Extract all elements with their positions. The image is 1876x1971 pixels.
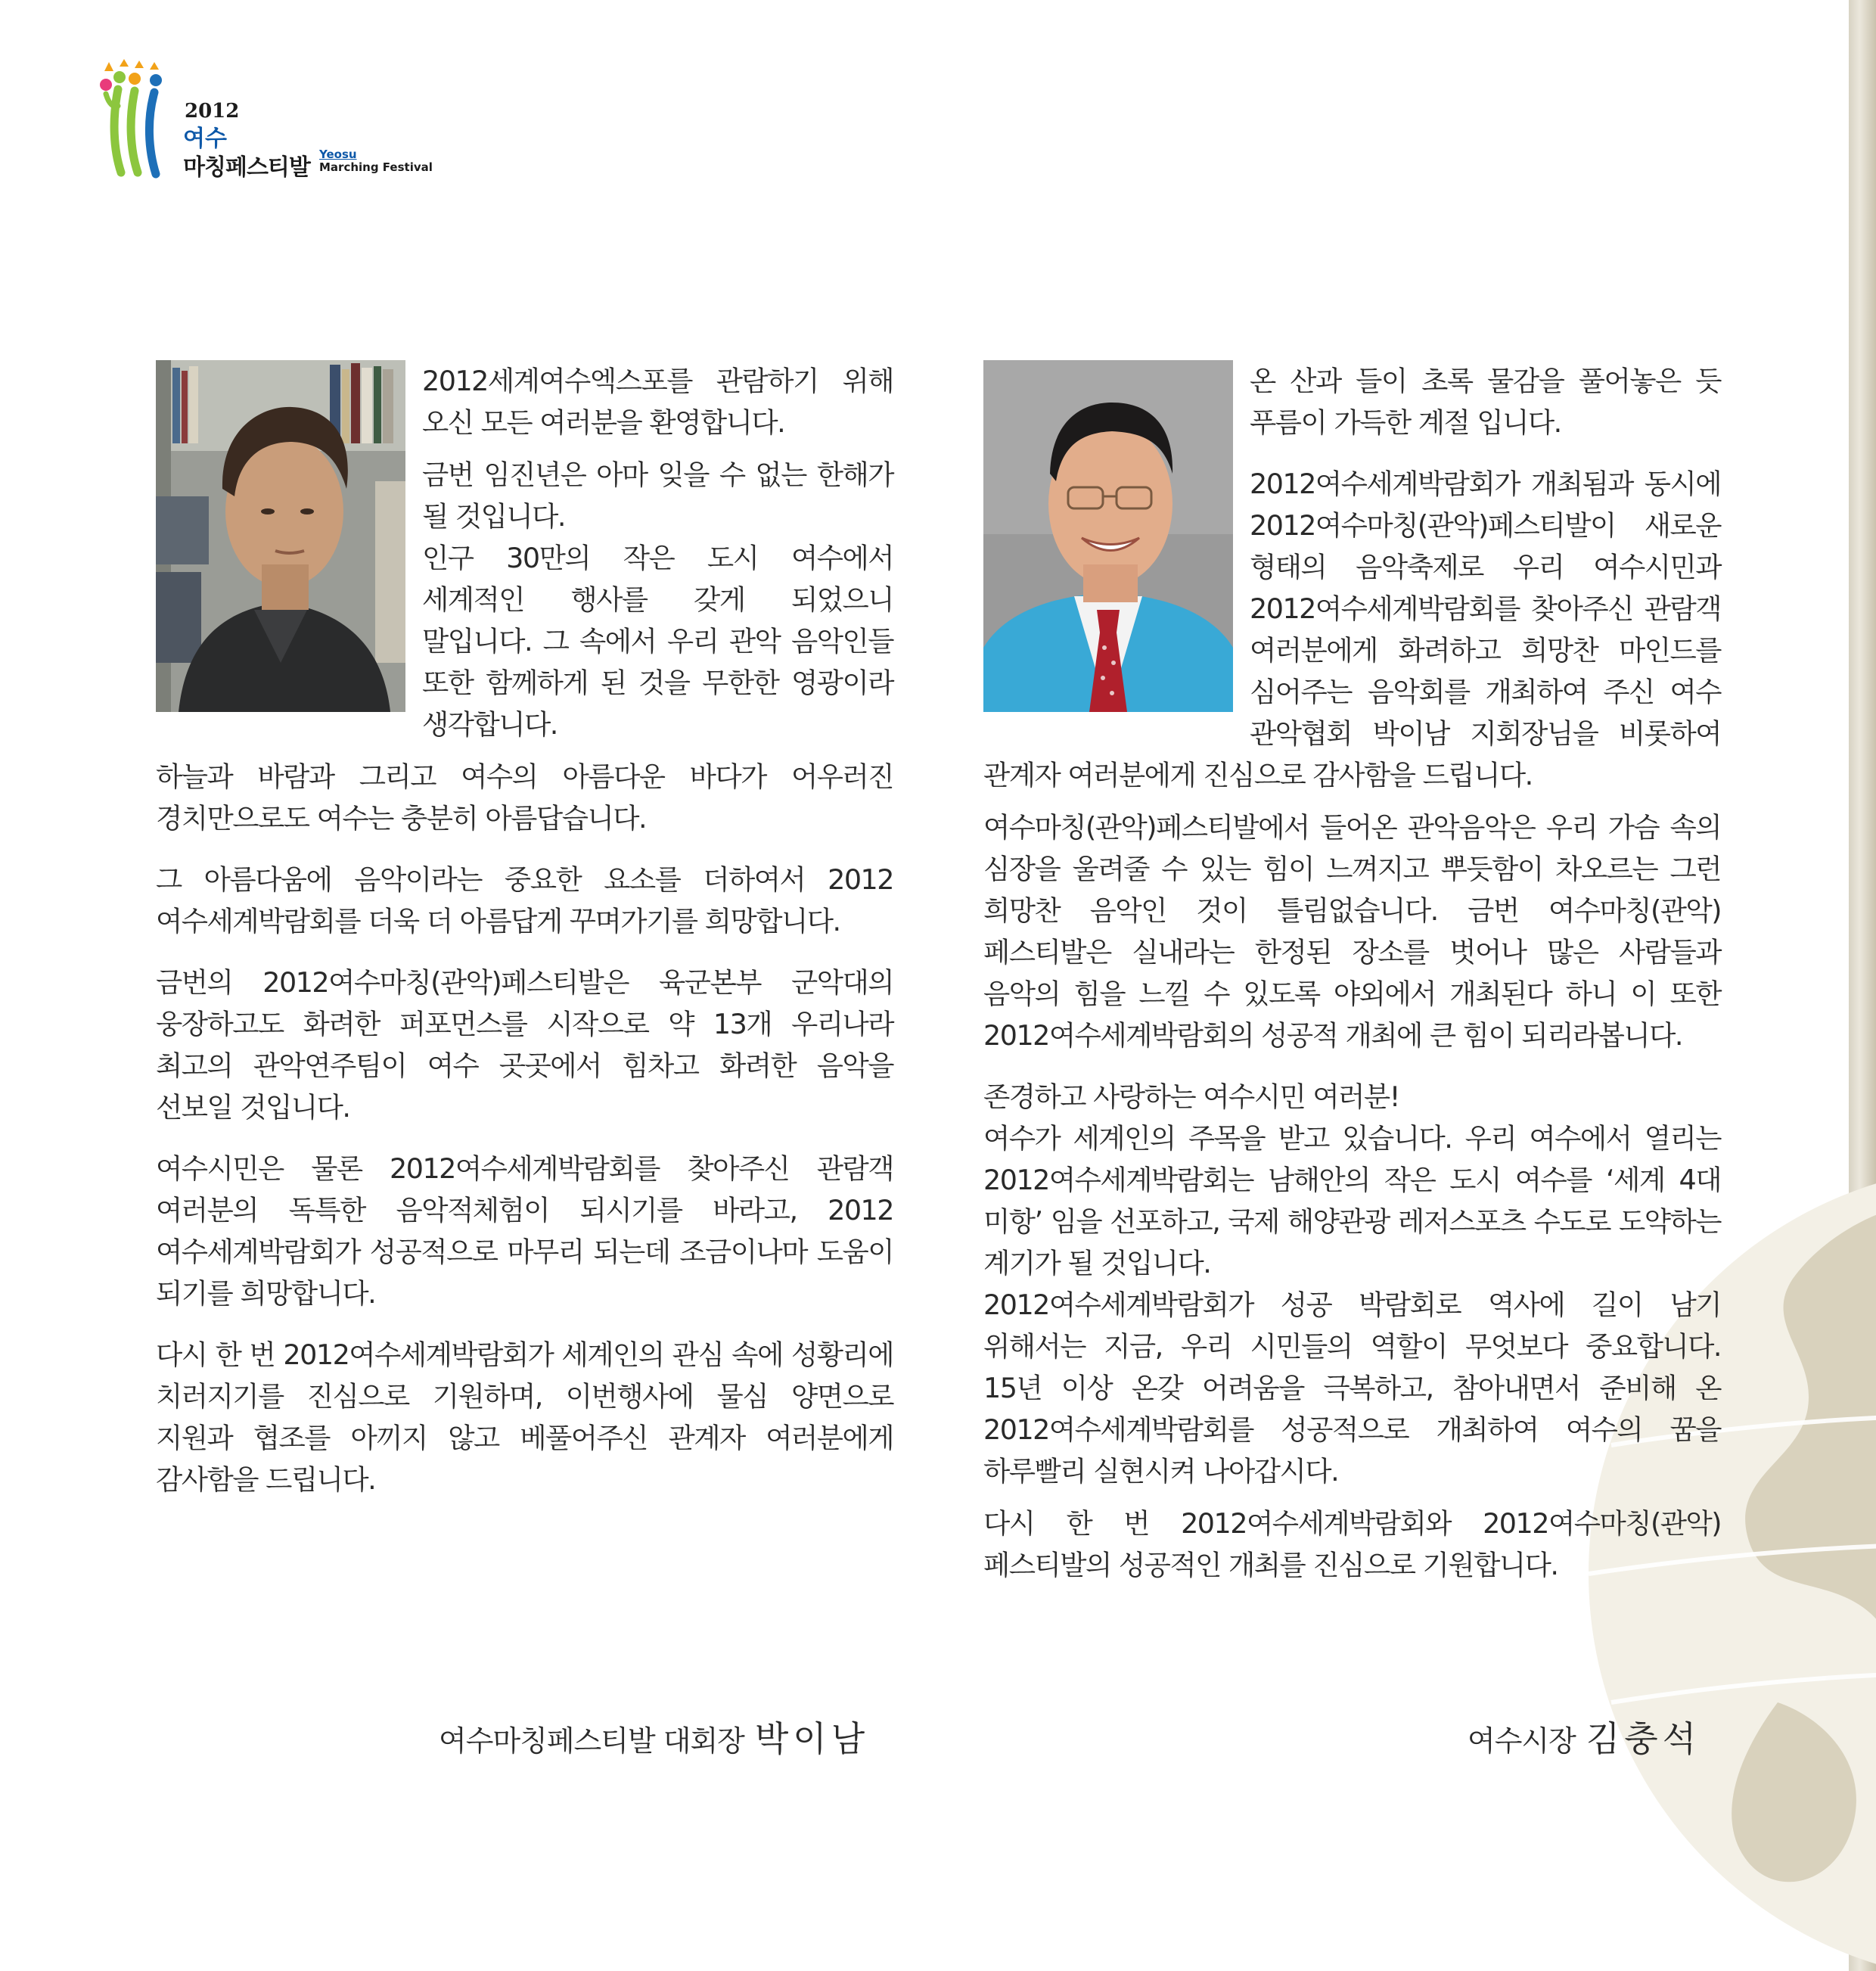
right-column xyxy=(983,360,1721,1596)
left-paragraph-4: 하늘과 바람과 그리고 여수의 아름다운 바다가 어우러진 경치만으로도 여수는 충분히 아름답습니다. xyxy=(156,760,893,835)
logo-en-bottom: Marching Festival xyxy=(319,160,433,174)
portrait-park xyxy=(156,360,405,712)
signature-right xyxy=(1468,1711,1701,1761)
signature-right-name: 김충석 xyxy=(1586,1718,1701,1759)
logo-english xyxy=(319,148,433,174)
right-paragraph-3: 여수마칭(관악)페스티발에서 들어온 관악음악은 우리 가슴 속의 심장을 울려줄 수 있는 힘이 느껴지고 뿌듯함이 차오르는 그런 희망찬 음악인 것이 틀림없습니다. 금번 여수마칭(관악)페스티발은 실내라는 한정된 장소를 벗어나 많은 사람들과 음악의 힘을 느낄 수 있도록 야외에서 개최된다 하니 이 또한 2012여수세계박람회의 성공적 개최에 큰 힘이 되리라봅니다. xyxy=(983,811,1721,1052)
left-column xyxy=(156,360,893,1511)
left-paragraph-3: 인구 30만의 작은 도시 여수에서 세계적인 행사를 갖게 되었으니 말입니다. 그 속에서 우리 관악 음악인들 또한 함께하게 된 것을 무한한 영광이라 생각합니다. xyxy=(422,542,893,741)
festival-logo xyxy=(91,59,454,180)
signature-left-title: 여수마칭페스티발 대회장 xyxy=(439,1724,744,1758)
right-paragraph-7: 다시 한 번 2012여수세계박람회와 2012여수마칭(관악)페스티발의 성공적인 개최를 진심으로 기원합니다. xyxy=(983,1507,1721,1581)
logo-city: 여수 xyxy=(183,126,227,152)
left-paragraph-6: 금번의 2012여수마칭(관악)페스티발은 육군본부 군악대의 웅장하고도 화려한 퍼포먼스를 시작으로 약 13개 우리나라 최고의 관악연주팀이 여수 곳곳에서 힘차고 화려한 음악을 선보일 것입니다. xyxy=(156,966,893,1124)
left-paragraph-1: 2012세계여수엑스포를 관람하기 위해 오신 모든 여러분을 환영합니다. xyxy=(422,365,893,439)
signature-left xyxy=(439,1711,869,1761)
marching-figures-icon xyxy=(91,59,182,180)
signature-right-title: 여수시장 xyxy=(1468,1724,1576,1758)
right-paragraph-1: 온 산과 들이 초록 물감을 풀어놓은 듯 푸름이 가득한 계절 입니다. xyxy=(1250,365,1721,439)
left-paragraph-5: 그 아름다움에 음악이라는 중요한 요소를 더하여서 2012 여수세계박람회를 더욱 더 아름답게 꾸며가기를 희망합니다. xyxy=(156,863,893,937)
logo-name: 마칭페스티발 xyxy=(183,154,310,181)
portrait-kim xyxy=(983,360,1233,712)
right-paragraph-2: 2012여수세계박람회가 개최됨과 동시에 2012여수마칭(관악)페스티발이 새로운 형태의 음악축제로 우리 여수시민과 2012여수세계박람회를 찾아주신 관람객 여러분에게 화려하고 희망찬 마인드를 심어주는 음악회를 개최하여 주신 여수 관악협회 박이남 지회장님을 비롯하여 관계자 여러분에게 진심으로 감사함을 드립니다. xyxy=(983,468,1721,791)
signature-left-name: 박이남 xyxy=(754,1718,870,1759)
logo-en-top: Yeosu xyxy=(319,148,357,161)
logo-year: 2012 xyxy=(185,100,240,123)
right-paragraph-4: 존경하고 사랑하는 여수시민 여러분! xyxy=(983,1080,1399,1113)
left-paragraph-7: 여수시민은 물론 2012여수세계박람회를 찾아주신 관람객 여러분의 독특한 음악적체험이 되시기를 바라고, 2012 여수세계박람회가 성공적으로 마무리 되는데 조금이나마 도움이 되기를 희망합니다. xyxy=(156,1152,893,1310)
left-paragraph-2: 금번 임진년은 아마 잊을 수 없는 한해가 될 것입니다. xyxy=(422,459,893,533)
right-paragraph-6: 2012여수세계박람회가 성공 박람회로 역사에 길이 남기 위해서는 지금, 우리 시민들의 역할이 무엇보다 중요합니다. 15년 이상 온갖 어려움을 극복하고, 참아내면서 준비해 온 2012여수세계박람회를 성공적으로 개최하여 여수의 꿈을 하루빨리 실현시켜 나아갑시다. xyxy=(983,1289,1721,1488)
right-paragraph-5: 여수가 세계인의 주목을 받고 있습니다. 우리 여수에서 열리는 2012여수세계박람회는 남해안의 작은 도시 여수를 ‘세계 4대 미항’ 임을 선포하고, 국제 해양관광 레저스포츠 수도로 도약하는 계기가 될 것입니다. xyxy=(983,1122,1721,1279)
left-paragraph-8: 다시 한 번 2012여수세계박람회가 세계인의 관심 속에 성황리에 치러지기를 진심으로 기원하며, 이번행사에 물심 양면으로 지원과 협조를 아끼지 않고 베풀어주신 관계자 여러분에게 감사함을 드립니다. xyxy=(156,1338,893,1496)
